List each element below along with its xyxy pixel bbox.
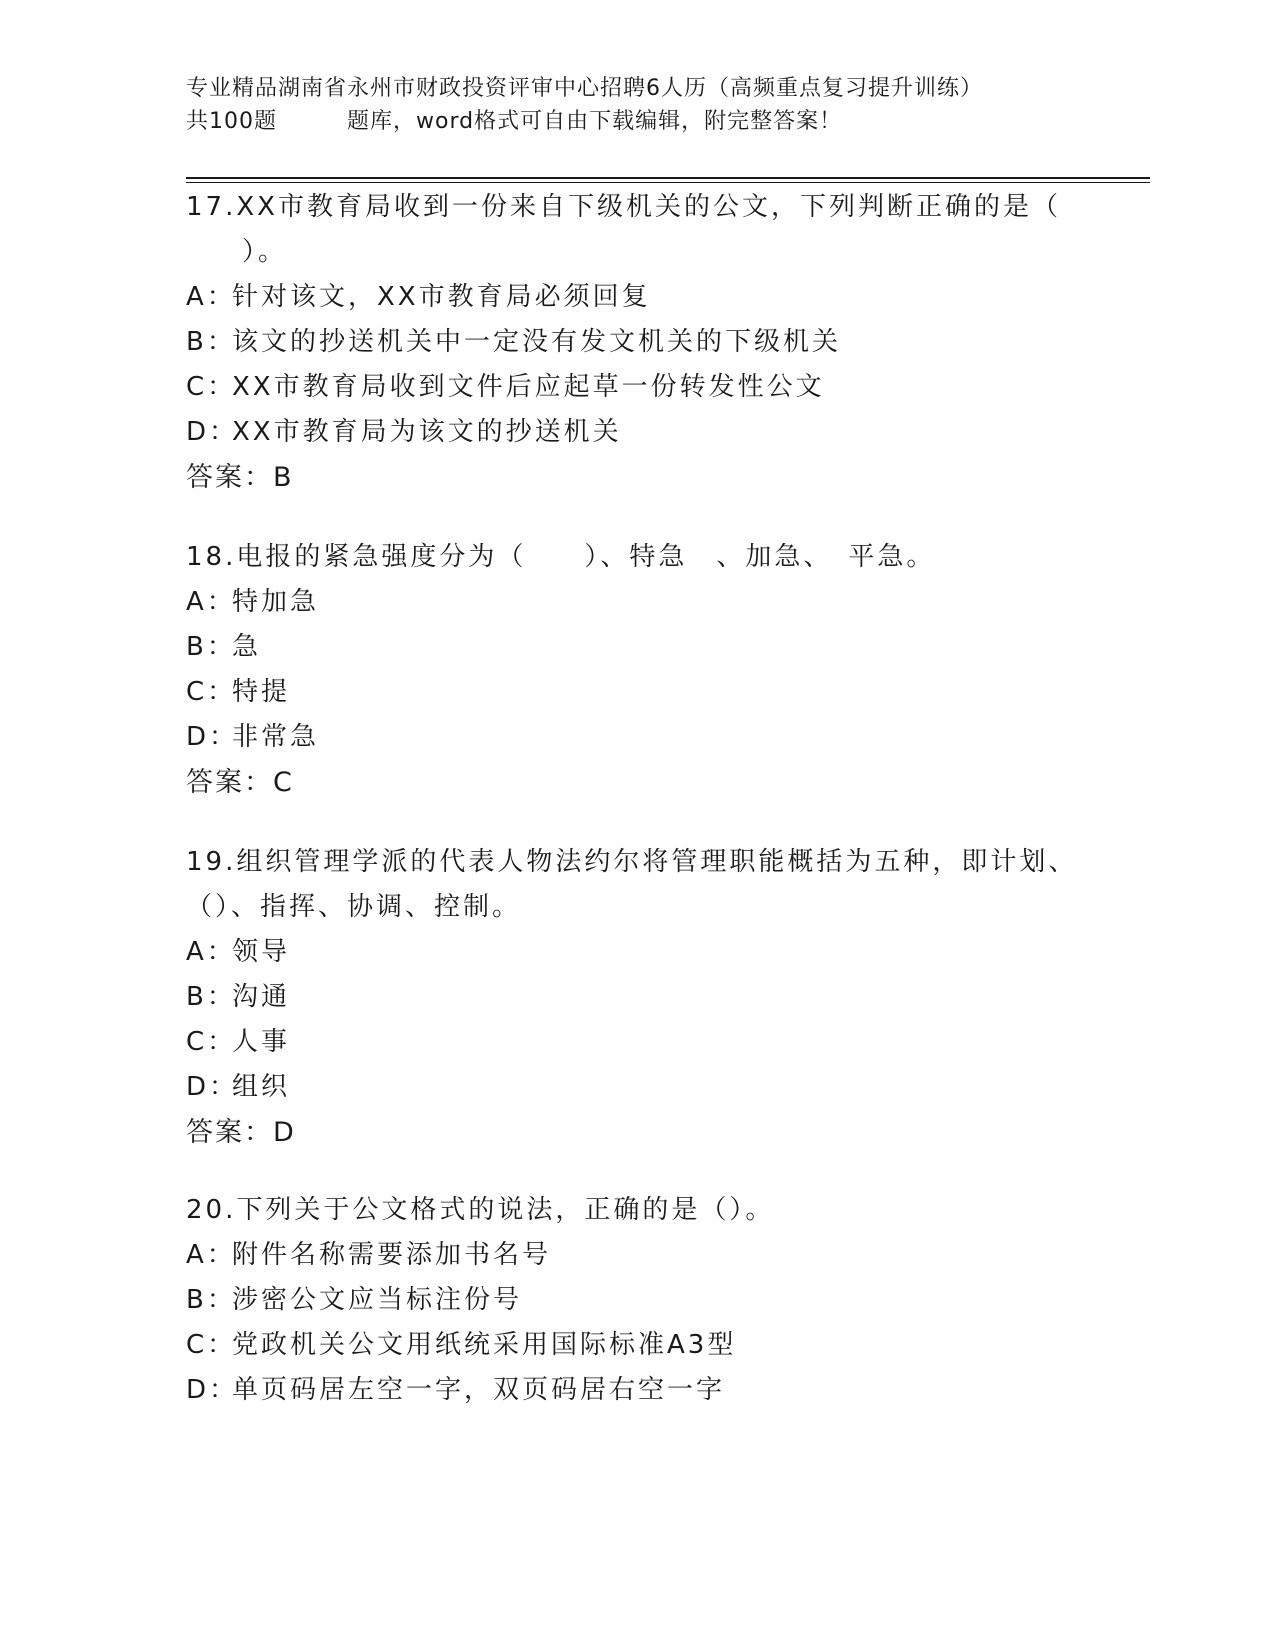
question-text-line1: XX市教育局收到一份来自下级机关的公文，下列判断正确的是（ (236, 192, 1061, 222)
option-text: XX市教育局收到文件后应起草一份转发性公文 (232, 372, 825, 402)
answer-value: C (273, 767, 292, 798)
option-text: XX市教育局为该文的抄送机关 (232, 417, 622, 447)
header-description: 题库，word格式可自由下载编辑，附完整答案！ (347, 109, 843, 134)
question-text-line2: ）。 (242, 237, 288, 267)
option-text: 特加急 (232, 587, 320, 617)
option-d (186, 1065, 1086, 1110)
answer-line (186, 760, 1086, 805)
question-stem (186, 185, 1086, 275)
option-b (186, 625, 1086, 670)
document-header (186, 72, 1086, 138)
option-key: C： (186, 677, 237, 707)
question-stem (186, 535, 1086, 580)
option-text: 针对该文，XX市教育局必须回复 (232, 282, 651, 312)
option-key: B： (186, 1285, 236, 1315)
option-text: 附件名称需要添加书名号 (232, 1240, 552, 1270)
option-key: C： (186, 1330, 237, 1360)
option-a (186, 580, 1086, 625)
question-number: 18. (186, 542, 237, 572)
answer-label: 答案： (186, 462, 273, 493)
option-d (186, 410, 1086, 455)
option-text: 该文的抄送机关中一定没有发文机关的下级机关 (232, 327, 842, 357)
question-18 (186, 535, 1086, 805)
option-text: 组织 (232, 1072, 291, 1102)
option-d (186, 1368, 1086, 1413)
option-c (186, 1323, 1086, 1368)
answer-label: 答案： (186, 767, 273, 798)
option-key: B： (186, 982, 236, 1012)
option-c (186, 670, 1086, 715)
option-d (186, 715, 1086, 760)
answer-line (186, 455, 1086, 500)
question-text-line1: 下列关于公文格式的说法，正确的是（）。 (236, 1195, 775, 1225)
option-key: A： (186, 282, 236, 312)
header-question-count: 共100题 (186, 109, 277, 134)
option-text: 特提 (232, 677, 291, 707)
answer-value: D (273, 1117, 294, 1148)
option-key: B： (186, 327, 236, 357)
option-key: A： (186, 587, 236, 617)
option-text: 非常急 (232, 722, 320, 752)
option-b (186, 1278, 1086, 1323)
option-text: 党政机关公文用纸统采用国际标准A3型 (232, 1330, 737, 1360)
header-divider-thin (186, 182, 1150, 183)
option-a (186, 930, 1086, 975)
option-c (186, 365, 1086, 410)
question-20 (186, 1188, 1086, 1413)
answer-line (186, 1110, 1086, 1155)
option-key: C： (186, 372, 237, 402)
question-text-line1: 组织管理学派的代表人物法约尔将管理职能概括为五种，即计划、 (236, 847, 1078, 877)
question-17 (186, 185, 1086, 500)
question-stem (186, 1188, 1086, 1233)
option-key: D： (186, 1072, 239, 1102)
option-text: 单页码居左空一字，双页码居右空一字 (232, 1375, 726, 1405)
question-19 (186, 840, 1086, 1155)
option-key: D： (186, 1375, 239, 1405)
option-key: B： (186, 632, 236, 662)
option-text: 领导 (232, 937, 291, 967)
answer-label: 答案： (186, 1117, 273, 1148)
option-key: A： (186, 937, 236, 967)
option-key: D： (186, 417, 239, 447)
option-key: A： (186, 1240, 236, 1270)
header-subtitle-line (186, 105, 1086, 138)
question-number: 17. (186, 192, 237, 222)
question-text-line2: （）、指挥、协调、控制。 (186, 892, 522, 922)
question-stem (186, 840, 1086, 930)
option-a (186, 1233, 1086, 1278)
option-text: 涉密公文应当标注份号 (232, 1285, 523, 1315)
option-text: 人事 (232, 1027, 291, 1057)
option-key: C： (186, 1027, 237, 1057)
option-b (186, 975, 1086, 1020)
question-number: 20. (186, 1195, 237, 1225)
option-key: D： (186, 722, 239, 752)
header-divider-thick (186, 177, 1150, 179)
option-a (186, 275, 1086, 320)
header-title-line: 专业精品湖南省永州市财政投资评审中心招聘6人历（高频重点复习提升训练） (186, 76, 983, 101)
question-number: 19. (186, 847, 237, 877)
option-b (186, 320, 1086, 365)
option-text: 急 (232, 632, 262, 662)
option-c (186, 1020, 1086, 1065)
answer-value: B (273, 462, 292, 493)
option-text: 沟通 (232, 982, 291, 1012)
question-text-line1: 电报的紧急强度分为（ ）、特急 、加急、 平急。 (236, 542, 936, 572)
